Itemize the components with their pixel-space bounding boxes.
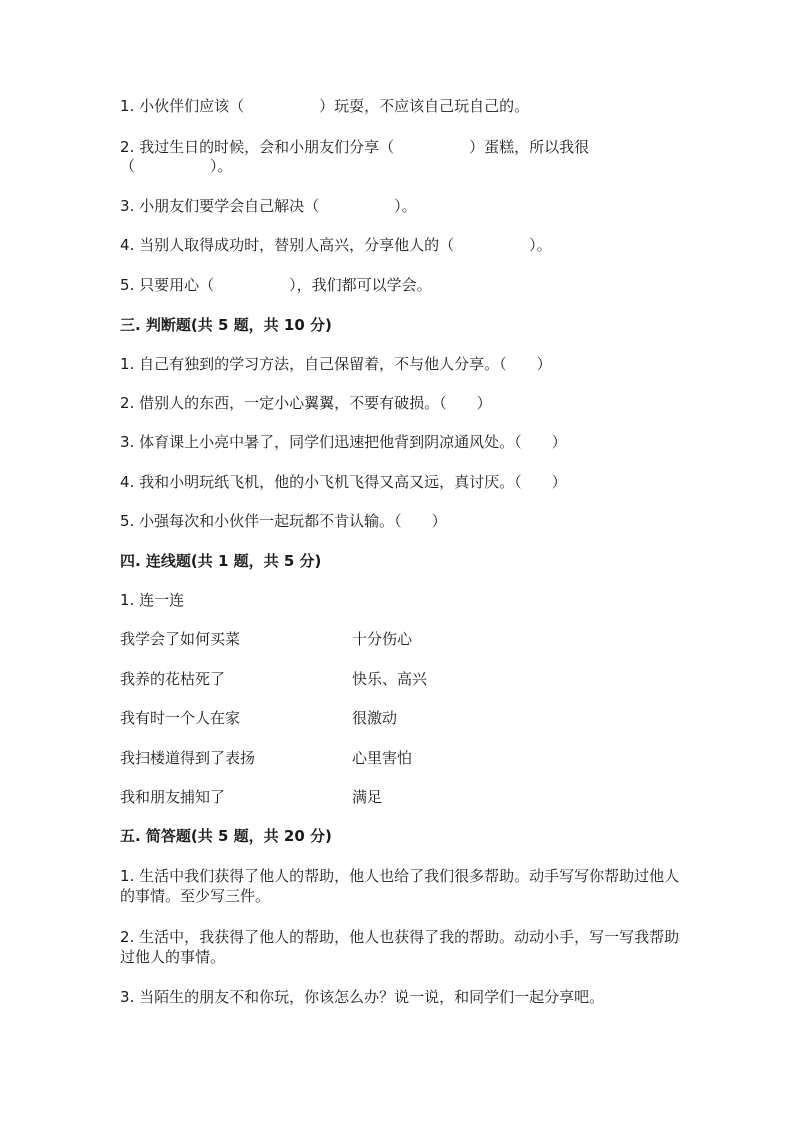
match-right-3: 很激动 [352,709,398,727]
short-answer-1: 1. 生活中我们获得了他人的帮助，他人也给了我们很多帮助。动手写写你帮助过他人的事情。至少写三件。 [120,867,680,905]
fill-item-3: 3. 小朋友们要学会自己解决（ ）。 [120,197,417,215]
section-3-heading: 三. 判断题(共 5 题，共 10 分) [120,316,332,334]
judge-item-4: 4. 我和小明玩纸飞机，他的小飞机飞得又高又远，真讨厌。（ ） [120,473,567,491]
section-4-heading: 四. 连线题(共 1 题，共 5 分) [120,552,322,570]
fill-item-2: 2. 我过生日的时候，会和小朋友们分享（ ）蛋糕，所以我很 [120,138,590,156]
judge-item-3: 3. 体育课上小亮中暑了，同学们迅速把他背到阴凉通风处。（ ） [120,433,567,451]
match-left-5: 我和朋友捕知了 [120,788,226,806]
match-left-4: 我扫楼道得到了表扬 [120,749,256,767]
section-5-heading: 五. 简答题(共 5 题，共 20 分) [120,827,332,845]
fill-item-2-cont: （ ）。 [120,157,233,175]
match-left-2: 我养的花枯死了 [120,670,226,688]
match-right-5: 满足 [352,788,383,806]
short-answer-3: 3. 当陌生的朋友不和你玩，你该怎么办？说一说，和同学们一起分享吧。 [120,988,605,1006]
match-right-1: 十分伤心 [352,630,413,648]
judge-item-1: 1. 自己有独到的学习方法，自己保留着，不与他人分享。（ ） [120,355,552,373]
match-item-title: 1. 连一连 [120,591,185,609]
fill-item-5: 5. 只要用心（ ），我们都可以学会。 [120,276,432,294]
match-right-2: 快乐、高兴 [352,670,428,688]
fill-item-4: 4. 当别人取得成功时，替别人高兴，分享他人的（ ）。 [120,236,552,254]
match-left-1: 我学会了如何买菜 [120,630,241,648]
match-right-4: 心里害怕 [352,749,413,767]
judge-item-2: 2. 借别人的东西，一定小心翼翼，不要有破损。（ ） [120,394,492,412]
judge-item-5: 5. 小强每次和小伙伴一起玩都不肯认输。（ ） [120,512,447,530]
fill-item-1: 1. 小伙伴们应该（ ）玩耍，不应该自己玩自己的。 [120,97,530,115]
match-left-3: 我有时一个人在家 [120,709,241,727]
short-answer-2: 2. 生活中，我获得了他人的帮助，他人也获得了我的帮助。动动小手，写一写我帮助过他人的事情。 [120,928,680,966]
